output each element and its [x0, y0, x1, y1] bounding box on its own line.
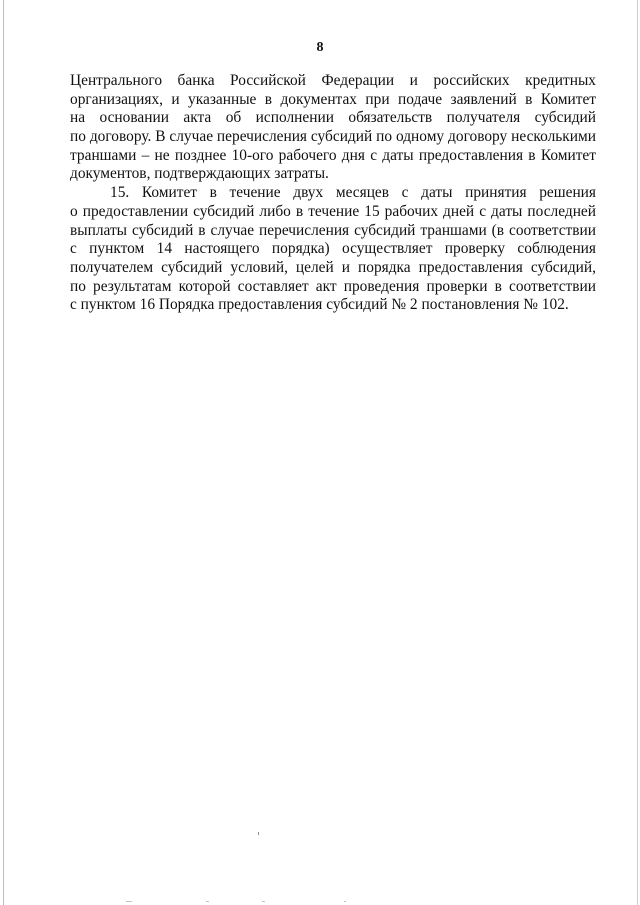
text-line: по результатам которой составляет акт проведения проверки в соответствии — [70, 277, 596, 295]
text-line: Центрального банка Российской Федерации и российских кредитных — [70, 72, 596, 89]
text-line: организациях, и указанные в документах при подаче заявлений в Комитет — [70, 90, 596, 108]
text-line: получателем субсидий условий, целей и порядка предоставления субсидий, — [70, 258, 596, 276]
body-text — [70, 72, 596, 315]
text-line: на основании акта об исполнении обязательств получателя субсидий — [70, 109, 596, 127]
text-line: документов, подтверждающих затраты. — [70, 165, 329, 183]
scan-edge-right — [637, 0, 638, 905]
text-line: с пунктом 16 Порядка предоставления субсидий № 2 постановления № 102. — [70, 296, 569, 314]
scan-edge-left — [3, 0, 4, 905]
page-number: 8 — [316, 40, 324, 55]
paragraph-continuation — [70, 72, 596, 184]
text-line: выплаты субсидий в случае перечисления субсидий траншами (в соответствии — [70, 221, 596, 239]
scan-bottom-mark — [126, 901, 132, 902]
scan-speck — [258, 832, 259, 835]
paragraph-item-15 — [70, 184, 596, 315]
text-line: по договору. В случае перечисления субсидий по одному договору несколькими — [70, 128, 596, 146]
text-line: о предоставлении субсидий либо в течение 15 рабочих дней с даты последней — [70, 202, 596, 220]
text-line: 15. Комитет в течение двух месяцев с даты принятия решения — [110, 184, 596, 202]
text-line: с пунктом 14 настоящего порядка) осуществляет проверку соблюдения — [70, 240, 596, 258]
text-line: траншами – не позднее 10-ого рабочего дня с даты предоставления в Комитет — [70, 146, 596, 164]
scan-bottom-mark — [344, 901, 346, 902]
scan-bottom-mark — [262, 901, 265, 902]
scan-bottom-mark — [206, 901, 209, 902]
